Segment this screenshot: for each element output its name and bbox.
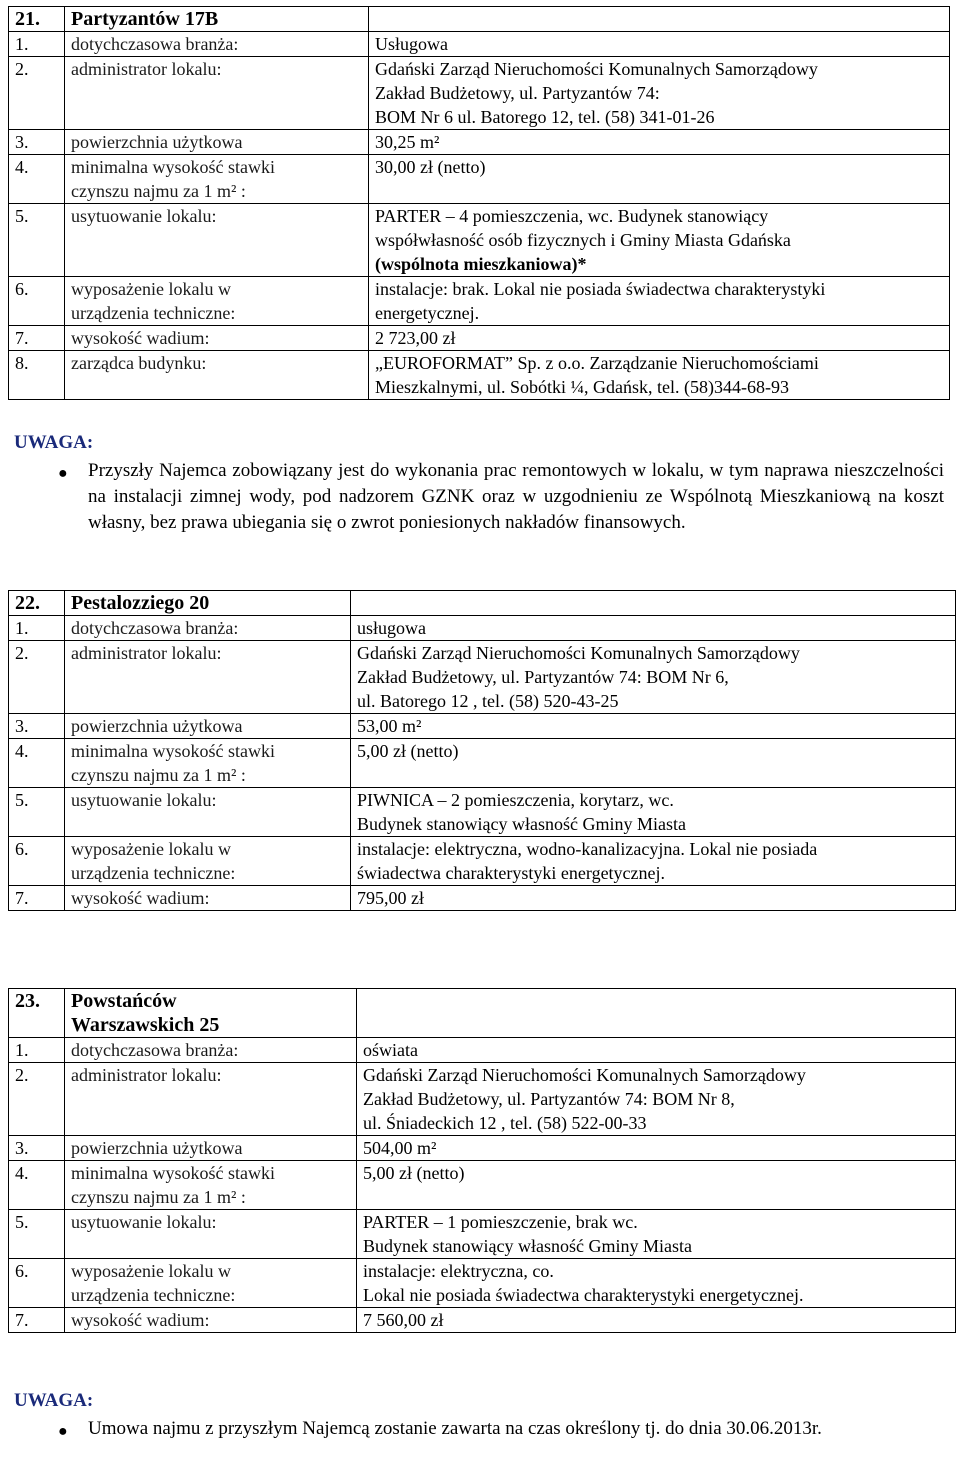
listing-header-row [9, 989, 956, 1038]
value-line: Zakład Budżetowy, ul. Partyzantów 74: BOM Nr 8, [363, 1089, 735, 1109]
listing-address: Pestalozziego 20 [65, 591, 351, 616]
row-number: 4. [9, 155, 65, 204]
row-label: dotychczasowa branża: [65, 1038, 357, 1063]
note-text: Umowa najmu z przyszłym Najemcą zostanie zawarta na czas określony tj. do dnia 30.06.2013r. [88, 1418, 822, 1439]
row-number: 6. [9, 277, 65, 326]
row-label: powierzchnia użytkowa [65, 714, 351, 739]
row-label [65, 1259, 357, 1308]
table-row [9, 788, 956, 837]
value-line: Mieszkalnymi, ul. Sobótki ¼, Gdańsk, tel. (58)344-68-93 [375, 377, 789, 397]
row-value: 2 723,00 zł [369, 326, 950, 351]
row-number: 8. [9, 351, 65, 400]
label-line: wyposażenie lokalu w [71, 279, 231, 299]
note-paragraph [58, 1416, 944, 1442]
row-number: 6. [9, 837, 65, 886]
label-line: minimalna wysokość stawki [71, 1163, 275, 1183]
row-label [65, 739, 351, 788]
label-line: minimalna wysokość stawki [71, 157, 275, 177]
label-line: minimalna wysokość stawki [71, 741, 275, 761]
row-number: 2. [9, 1063, 65, 1136]
table-row [9, 155, 950, 204]
label-line: urządzenia techniczne: [71, 863, 236, 883]
label-line: wyposażenie lokalu w [71, 839, 231, 859]
row-number: 1. [9, 616, 65, 641]
value-line: PARTER – 1 pomieszczenie, brak wc. [363, 1212, 638, 1232]
note-text: Przyszły Najemca zobowiązany jest do wykonania prac remontowych w lokalu, w tym naprawa nieszczelności na instalacji zimnej wody, pod nadzorem GZNK oraz w uzgodnieniu ze Wspólnotą Mieszkaniową na koszt własny, bez prawa ubiegania się o zwrot poniesionych nakładów finansowych. [88, 460, 944, 533]
value-line: ul. Batorego 12 , tel. (58) 520-43-25 [357, 691, 619, 711]
table-row [9, 1063, 956, 1136]
value-line: instalacje: brak. Lokal nie posiada świadectwa charakterystyki [375, 279, 826, 299]
row-value: 30,25 m² [369, 130, 950, 155]
row-value: 30,00 zł (netto) [369, 155, 950, 204]
row-number: 1. [9, 32, 65, 57]
row-label [65, 837, 351, 886]
table-row [9, 351, 950, 400]
row-label: administrator lokalu: [65, 57, 369, 130]
row-number: 5. [9, 204, 65, 277]
value-line: Budynek stanowiący własność Gminy Miasta [363, 1236, 692, 1256]
table-row [9, 1308, 956, 1333]
table-row [9, 837, 956, 886]
value-line: świadectwa charakterystyki energetycznej. [357, 863, 666, 883]
row-label [65, 1161, 357, 1210]
listing-table-21 [8, 6, 950, 400]
table-row [9, 1038, 956, 1063]
row-label: usytuowanie lokalu: [65, 788, 351, 837]
row-label: wysokość wadium: [65, 326, 369, 351]
row-number: 1. [9, 1038, 65, 1063]
listing-table-23 [8, 988, 956, 1333]
row-value [357, 1210, 956, 1259]
value-line: Gdański Zarząd Nieruchomości Komunalnych Samorządowy [363, 1065, 806, 1085]
table-row [9, 204, 950, 277]
table-row [9, 130, 950, 155]
row-label: powierzchnia użytkowa [65, 130, 369, 155]
value-line: Lokal nie posiada świadectwa charakterystyki energetycznej. [363, 1285, 804, 1305]
row-value: 795,00 zł [351, 886, 956, 911]
row-label [65, 155, 369, 204]
table-row [9, 1161, 956, 1210]
row-number: 7. [9, 886, 65, 911]
row-number: 5. [9, 1210, 65, 1259]
row-label: powierzchnia użytkowa [65, 1136, 357, 1161]
listing-address [65, 989, 357, 1038]
row-value: 7 560,00 zł [357, 1308, 956, 1333]
row-number: 2. [9, 57, 65, 130]
bullet-icon: ● [58, 1423, 68, 1440]
row-label: wysokość wadium: [65, 886, 351, 911]
row-number: 7. [9, 1308, 65, 1333]
label-line: czynszu najmu za 1 m² : [71, 765, 246, 785]
value-line: PIWNICA – 2 pomieszczenia, korytarz, wc. [357, 790, 674, 810]
note-heading: UWAGA: [14, 432, 94, 453]
row-number: 5. [9, 788, 65, 837]
table-row [9, 714, 956, 739]
row-number: 4. [9, 739, 65, 788]
table-row [9, 32, 950, 57]
row-label: usytuowanie lokalu: [65, 1210, 357, 1259]
listing-address: Partyzantów 17B [65, 7, 369, 32]
row-number: 4. [9, 1161, 65, 1210]
label-line: wyposażenie lokalu w [71, 1261, 231, 1281]
row-number: 3. [9, 130, 65, 155]
row-label: administrator lokalu: [65, 1063, 357, 1136]
row-number: 2. [9, 641, 65, 714]
bullet-icon: ● [58, 465, 68, 482]
value-line: współwłasność osób fizycznych i Gminy Miasta Gdańska [375, 230, 791, 250]
row-value [369, 57, 950, 130]
row-value: 53,00 m² [351, 714, 956, 739]
row-label [65, 277, 369, 326]
value-line: energetycznej. [375, 303, 480, 323]
table-row [9, 326, 950, 351]
row-value [351, 788, 956, 837]
table-row [9, 1259, 956, 1308]
label-line: czynszu najmu za 1 m² : [71, 1187, 246, 1207]
row-label: usytuowanie lokalu: [65, 204, 369, 277]
note-heading: UWAGA: [14, 1390, 94, 1411]
row-label: zarządca budynku: [65, 351, 369, 400]
row-value: 5,00 zł (netto) [351, 739, 956, 788]
row-label: dotychczasowa branża: [65, 616, 351, 641]
note-paragraph [58, 458, 944, 536]
listing-table-22 [8, 590, 956, 911]
table-row [9, 739, 956, 788]
listing-header-row [9, 7, 950, 32]
address-line: Warszawskich 25 [71, 1014, 220, 1036]
row-label: dotychczasowa branża: [65, 32, 369, 57]
row-value: oświata [357, 1038, 956, 1063]
value-line: „EUROFORMAT” Sp. z o.o. Zarządzanie Nieruchomościami [375, 353, 819, 373]
row-value [351, 641, 956, 714]
row-label: wysokość wadium: [65, 1308, 357, 1333]
row-value [357, 1259, 956, 1308]
row-value [369, 277, 950, 326]
row-number: 3. [9, 714, 65, 739]
listing-header-row [9, 591, 956, 616]
value-line: Gdański Zarząd Nieruchomości Komunalnych Samorządowy [357, 643, 800, 663]
row-value: usługowa [351, 616, 956, 641]
value-line-bold: (wspólnota mieszkaniowa)* [375, 254, 587, 274]
listing-number: 23. [9, 989, 65, 1038]
value-line: instalacje: elektryczna, co. [363, 1261, 554, 1281]
row-number: 3. [9, 1136, 65, 1161]
row-value: 504,00 m² [357, 1136, 956, 1161]
row-value [369, 351, 950, 400]
table-row [9, 641, 956, 714]
row-number: 6. [9, 1259, 65, 1308]
row-value [357, 1063, 956, 1136]
row-number: 7. [9, 326, 65, 351]
table-row [9, 616, 956, 641]
table-row [9, 1210, 956, 1259]
value-line: instalacje: elektryczna, wodno-kanalizacyjna. Lokal nie posiada [357, 839, 818, 859]
table-row [9, 57, 950, 130]
row-value: 5,00 zł (netto) [357, 1161, 956, 1210]
table-row [9, 277, 950, 326]
listing-number: 21. [9, 7, 65, 32]
label-line: urządzenia techniczne: [71, 303, 236, 323]
value-line: ul. Śniadeckich 12 , tel. (58) 522-00-33 [363, 1113, 647, 1133]
listing-number: 22. [9, 591, 65, 616]
label-line: urządzenia techniczne: [71, 1285, 236, 1305]
table-row [9, 1136, 956, 1161]
address-line: Powstańców [71, 990, 177, 1012]
row-value [369, 204, 950, 277]
value-line: Budynek stanowiący własność Gminy Miasta [357, 814, 686, 834]
value-line: Zakład Budżetowy, ul. Partyzantów 74: BOM Nr 6, [357, 667, 729, 687]
value-line: Gdański Zarząd Nieruchomości Komunalnych Samorządowy [375, 59, 818, 79]
value-line: Zakład Budżetowy, ul. Partyzantów 74: [375, 83, 660, 103]
row-value [351, 837, 956, 886]
value-line: BOM Nr 6 ul. Batorego 12, tel. (58) 341-01-26 [375, 107, 715, 127]
row-label: administrator lokalu: [65, 641, 351, 714]
table-row [9, 886, 956, 911]
value-line: PARTER – 4 pomieszczenia, wc. Budynek stanowiący [375, 206, 769, 226]
label-line: czynszu najmu za 1 m² : [71, 181, 246, 201]
row-value: Usługowa [369, 32, 950, 57]
